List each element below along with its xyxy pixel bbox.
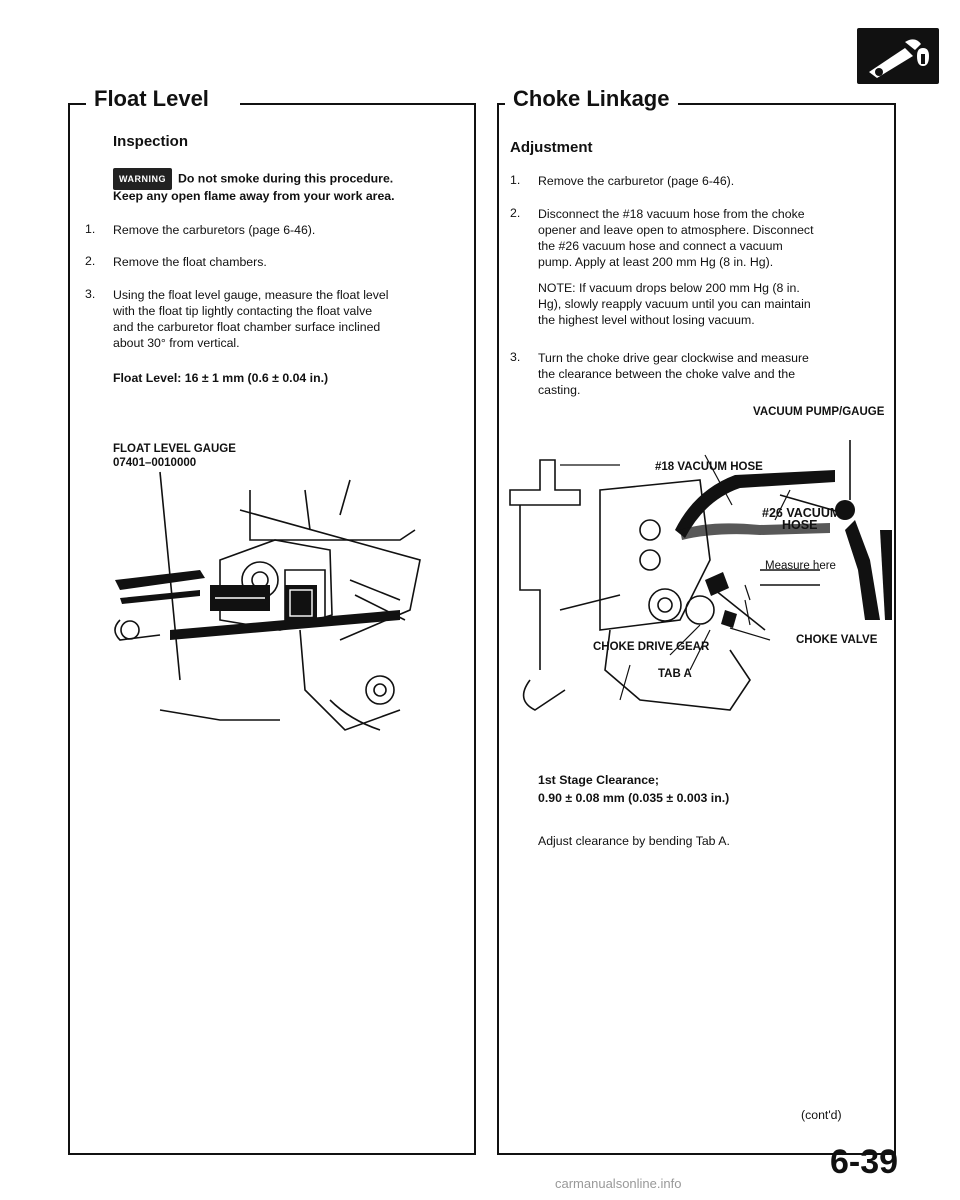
warning-block <box>113 168 463 190</box>
subtitle: Adjustment <box>510 139 593 156</box>
step-text: Remove the carburetors (page 6-46). <box>113 223 316 237</box>
gauge-part-number: 07401–0010000 <box>113 457 197 469</box>
note-text: NOTE: If vacuum drops below 200 mm Hg (8 in. Hg), slowly reapply vacuum until you can maintain the highest level without losing vacuum. <box>538 281 811 327</box>
hose-26-label-2: HOSE <box>782 518 818 532</box>
page-number: 6-39 <box>830 1143 899 1181</box>
warning-text: Do not smoke during this procedure. <box>178 171 394 186</box>
warning-badge: WARNING <box>113 168 172 190</box>
choke-drive-gear-label: CHOKE DRIVE GEAR <box>593 641 710 653</box>
section-title: Choke Linkage <box>505 86 677 112</box>
step-number: 1. <box>85 222 96 236</box>
fuel-system-logo <box>857 28 939 84</box>
adjust-text: Adjust clearance by bending Tab A. <box>538 834 730 848</box>
step-number: 2. <box>85 254 96 268</box>
step-number: 2. <box>510 206 521 220</box>
step-number: 3. <box>85 287 96 301</box>
step-text: Turn the choke drive gear clockwise and measure the clearance between the choke valve and the casting. <box>538 351 809 397</box>
section-title: Float Level <box>86 86 217 112</box>
step-text: Remove the carburetor (page 6-46). <box>538 174 735 188</box>
warning-text-2: Keep any open flame away from your work area. <box>113 189 395 203</box>
frame-rule <box>678 103 894 105</box>
frame-rule <box>240 103 474 105</box>
clearance-title: 1st Stage Clearance; <box>538 773 659 787</box>
step-text: Remove the float chambers. <box>113 255 267 269</box>
hose-18-label: #18 VACUUM HOSE <box>655 461 763 473</box>
clearance-value: 0.90 ± 0.08 mm (0.035 ± 0.003 in.) <box>538 791 730 805</box>
frame-rule <box>68 103 86 105</box>
choke-valve-label: CHOKE VALVE <box>796 634 878 646</box>
step-text: Disconnect the #18 vacuum hose from the choke opener and leave open to atmosphere. Disconnect the #26 vacuum hose and connect a vacuum pump. Apply at least 200 mm Hg (8 in. Hg). <box>538 207 814 269</box>
continued-label: (cont'd) <box>801 1108 842 1122</box>
step-number: 1. <box>510 173 521 187</box>
float-level-spec: Float Level: 16 ± 1 mm (0.6 ± 0.04 in.) <box>113 371 329 385</box>
float-gauge-illustration <box>100 470 430 770</box>
subtitle: Inspection <box>113 133 189 150</box>
hose-26-label: #26 VACUUM <box>762 506 841 520</box>
step-number: 3. <box>510 350 521 364</box>
tab-a-label: TAB A <box>658 668 692 680</box>
vacuum-pump-label: VACUUM PUMP/GAUGE <box>753 406 885 418</box>
watermark: carmanualsonline.info <box>555 1176 682 1191</box>
measure-here-label: Measure here <box>765 560 836 572</box>
gauge-label: FLOAT LEVEL GAUGE <box>113 443 236 455</box>
step-text: Using the float level gauge, measure the float level with the float tip lightly contacting the float valve and the carburetor float chamber surface inclined about 30° from vertical. <box>113 288 389 350</box>
